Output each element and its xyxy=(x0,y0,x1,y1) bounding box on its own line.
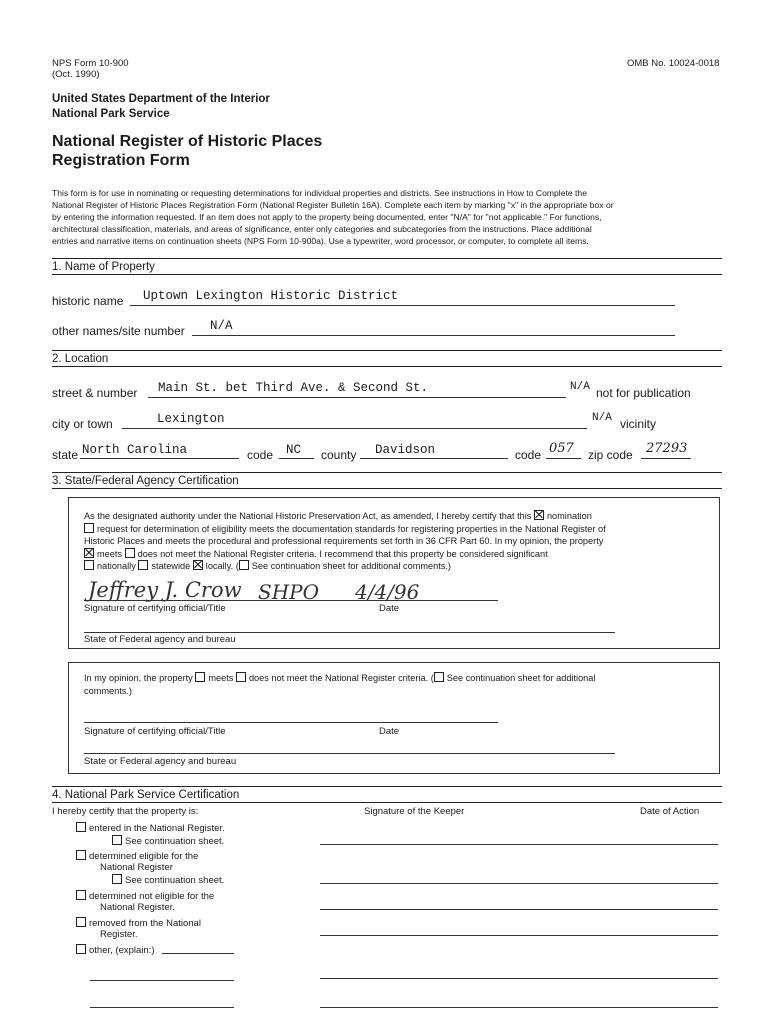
opinion-not-meets-checkbox[interactable] xyxy=(236,672,246,682)
opinion-text xyxy=(84,672,595,697)
keeper-line xyxy=(320,909,718,910)
section1-heading: 1. Name of Property xyxy=(52,261,155,273)
cert-line: request for determination of eligibility meets the documentation standards for registering properties in the National Register of xyxy=(97,523,606,534)
date2-label: Date xyxy=(379,726,400,737)
not-for-publication-label: not for publication xyxy=(596,386,691,400)
keeper-line xyxy=(320,978,718,979)
date-label: Date xyxy=(379,603,400,614)
other-checkbox[interactable] xyxy=(76,944,86,954)
continuation-label: See continuation sheet. xyxy=(125,836,225,847)
state-code-field[interactable]: NC xyxy=(286,443,302,457)
divider xyxy=(52,258,722,259)
agency-label: State of Federal agency and bureau xyxy=(84,634,236,645)
zip-label: zip code xyxy=(588,448,633,462)
historic-name-field[interactable]: Uptown Lexington Historic District xyxy=(143,289,399,303)
zip-line xyxy=(641,458,691,459)
other-explain-line[interactable] xyxy=(90,1007,234,1008)
city-line xyxy=(122,428,587,429)
meets-label: meets xyxy=(97,548,123,559)
not-eligible-label-2: National Register. xyxy=(100,902,175,913)
eligible-continuation-checkbox[interactable] xyxy=(112,874,122,884)
instructions-line: This form is for use in nominating or requesting determinations for individual properties and districts. See instructions in How to Complete the xyxy=(52,188,587,198)
other-names-field[interactable]: N/A xyxy=(210,319,233,333)
eligible-continuation xyxy=(112,874,224,886)
removed-label: removed from the National xyxy=(89,918,201,929)
handwritten-title: SHPO xyxy=(258,580,319,604)
nomination-label: nomination xyxy=(546,511,592,521)
street-label: street & number xyxy=(52,386,138,400)
divider xyxy=(52,488,722,489)
see-continuation-checkbox[interactable] xyxy=(239,560,249,570)
not-meets-label: does not meet the National Register criteria. I recommend that this property be considered significant xyxy=(137,548,548,559)
agency2-line xyxy=(84,753,615,754)
handwritten-signature: Jeffrey J. Crow xyxy=(88,578,242,602)
opinion-not-meets-label: does not meet the National Register criteria. ( xyxy=(248,673,434,683)
instructions-line: National Register of Historic Places Registration Form (National Register Bulletin 16A). Complete each item by marking "x" in the appropriate box or xyxy=(52,200,614,210)
locally-label: locally. ( xyxy=(205,561,239,571)
omb-number: OMB No. 10024-0018 xyxy=(627,58,720,69)
keeper-line xyxy=(320,844,718,845)
county-field[interactable]: Davidson xyxy=(375,443,436,457)
state-label: state xyxy=(52,448,79,462)
statewide-checkbox[interactable] xyxy=(138,560,148,570)
opinion-meets-checkbox[interactable] xyxy=(195,672,205,682)
keeper-label: Signature of the Keeper xyxy=(364,806,465,817)
county-code-field[interactable]: 057 xyxy=(549,441,574,456)
entered-continuation-checkbox[interactable] xyxy=(112,835,122,845)
handwritten-date: 4/4/96 xyxy=(355,580,420,604)
other-names-label: other names/site number xyxy=(52,324,185,338)
opinion-line: In my opinion, the property xyxy=(84,673,193,683)
other-label: other, (explain:) xyxy=(89,945,155,956)
state-code-label: code xyxy=(247,448,274,462)
street-line xyxy=(148,397,566,398)
see-continuation-label: See continuation sheet for additional comments.) xyxy=(251,561,451,571)
certify-label: I hereby certify that the property is: xyxy=(52,806,199,817)
state-code-line xyxy=(279,458,314,459)
other-names-line xyxy=(192,335,675,336)
nationally-label: nationally xyxy=(97,561,136,571)
other-explain-line[interactable] xyxy=(90,980,234,981)
not-for-publication-na: N/A xyxy=(570,381,590,393)
signature-line xyxy=(84,600,498,601)
keeper-line xyxy=(320,883,718,884)
section4-heading: 4. National Park Service Certification xyxy=(52,789,240,801)
instructions-line: entries and narrative items on continuation sheets (NPS Form 10-900a). Use a typewriter, word processor, or computer, to complete all items. xyxy=(52,236,589,246)
state-field[interactable]: North Carolina xyxy=(82,443,188,457)
not-meets-checkbox[interactable] xyxy=(125,548,135,558)
other-option xyxy=(76,944,154,956)
instructions xyxy=(52,187,614,247)
entered-option xyxy=(76,822,225,834)
not-eligible-checkbox[interactable] xyxy=(76,890,86,900)
section2-heading: 2. Location xyxy=(52,353,109,365)
opinion-see-continuation-checkbox[interactable] xyxy=(434,672,444,682)
removed-checkbox[interactable] xyxy=(76,917,86,927)
keeper-line xyxy=(320,935,718,936)
divider xyxy=(52,350,722,351)
department: United States Department of the Interior xyxy=(52,93,270,105)
instructions-line: architectural classification, materials, and areas of significance, enter only categories and subcategories from the instructions. Place additional xyxy=(52,224,592,234)
request-checkbox[interactable] xyxy=(84,523,94,533)
statewide-label: statewide xyxy=(151,561,191,571)
signature2-line xyxy=(84,722,498,723)
removed-option xyxy=(76,917,201,929)
zip-field[interactable]: 27293 xyxy=(646,441,688,456)
form-number: NPS Form 10-900 xyxy=(52,58,129,69)
form-title-line1: National Register of Historic Places xyxy=(52,133,323,150)
keeper-line xyxy=(320,1007,718,1008)
removed-label-2: Register. xyxy=(100,929,138,940)
state-line xyxy=(80,458,239,459)
form-title-line2: Registration Form xyxy=(52,152,190,169)
eligible-label-2: National Register xyxy=(100,862,173,873)
agency2-label: State or Federal agency and bureau xyxy=(84,756,237,767)
divider xyxy=(52,366,722,367)
county-code-line xyxy=(546,458,581,459)
divider xyxy=(52,472,722,473)
vicinity-label: vicinity xyxy=(620,417,657,431)
county-label: county xyxy=(321,448,357,462)
date-of-action-label: Date of Action xyxy=(640,806,700,817)
instructions-line: by entering the information requested. If an item does not apply to the property being documented, enter "N/A" for "not applicable." For functions, xyxy=(52,212,602,222)
street-field[interactable]: Main St. bet Third Ave. & Second St. xyxy=(158,381,429,395)
historic-name-label: historic name xyxy=(52,294,124,308)
entered-continuation xyxy=(112,835,224,847)
signature2-label: Signature of certifying official/Title xyxy=(84,726,226,737)
entered-checkbox[interactable] xyxy=(76,822,86,832)
not-eligible-label: determined not eligible for the xyxy=(89,891,215,902)
historic-name-line xyxy=(130,305,675,306)
eligible-checkbox[interactable] xyxy=(76,850,86,860)
continuation-label: See continuation sheet. xyxy=(125,875,225,886)
entered-label: entered in the National Register. xyxy=(89,823,225,834)
cert-line: As the designated authority under the National Historic Preservation Act, as amended, I hereby certify that this xyxy=(84,511,532,521)
city-label: city or town xyxy=(52,417,113,431)
agency-line xyxy=(84,632,615,633)
divider xyxy=(52,802,722,803)
section3-heading: 3. State/Federal Agency Certification xyxy=(52,475,239,487)
opinion-meets-label: meets xyxy=(208,673,234,683)
opinion-see-continuation-label: See continuation sheet for additional xyxy=(446,673,596,683)
divider xyxy=(52,786,722,787)
eligible-option xyxy=(76,850,198,862)
other-explain-line[interactable] xyxy=(162,953,234,954)
eligible-label: determined eligible for the xyxy=(89,851,199,862)
city-field[interactable]: Lexington xyxy=(157,412,225,426)
certification-text xyxy=(84,510,606,573)
meets-checkbox[interactable] xyxy=(84,548,94,558)
divider xyxy=(52,274,722,275)
cert-line: Historic Places and meets the procedural and professional requirements set forth in 36 CFR Part 60. In my opinion, the property xyxy=(84,536,604,546)
not-eligible-option xyxy=(76,890,214,902)
county-code-label: code xyxy=(515,448,542,462)
county-line xyxy=(360,458,508,459)
nomination-checkbox[interactable] xyxy=(534,510,544,520)
signature-label: Signature of certifying official/Title xyxy=(84,603,226,614)
form-date: (Oct. 1990) xyxy=(52,69,100,80)
opinion-line: comments.) xyxy=(84,685,132,696)
vicinity-na: N/A xyxy=(592,412,612,424)
locally-checkbox[interactable] xyxy=(193,560,203,570)
service: National Park Service xyxy=(52,108,170,120)
nationally-checkbox[interactable] xyxy=(84,560,94,570)
